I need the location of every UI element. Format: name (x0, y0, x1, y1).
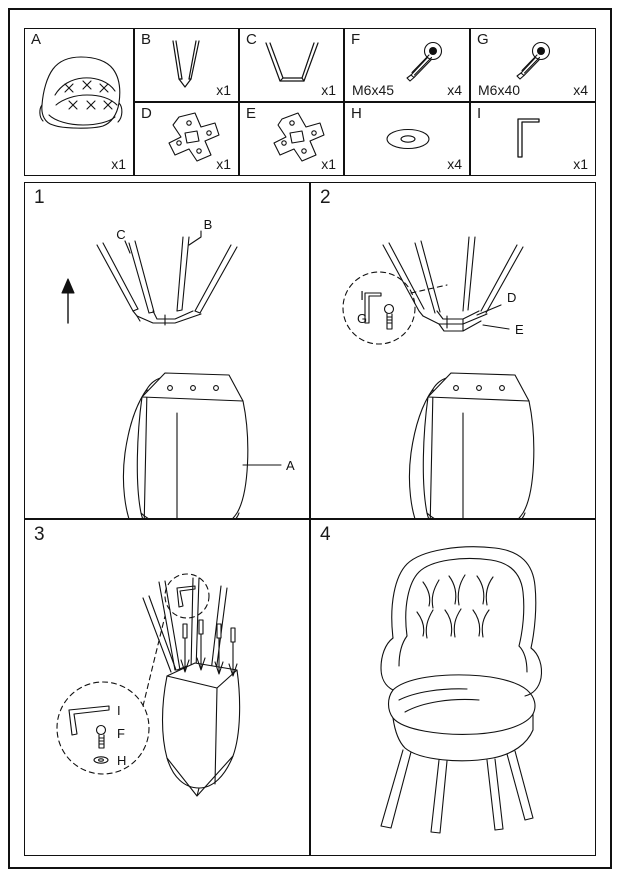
step-4 (310, 519, 596, 856)
part-spec: M6x40 (478, 82, 521, 98)
part-cell-A (24, 28, 134, 176)
step-1-illustration (25, 183, 309, 518)
part-cell-H (344, 102, 470, 176)
part-qty: x1 (321, 82, 336, 98)
part-cell-B (134, 28, 239, 102)
detail-label-I: I (117, 703, 121, 718)
part-qty: x4 (447, 82, 462, 98)
part-letter: H (351, 105, 362, 122)
part-cell-D (134, 102, 239, 176)
part-letter: A (31, 31, 42, 48)
part-qty: x1 (216, 156, 231, 172)
step-number: 1 (34, 187, 45, 208)
detail-label-I: I (360, 288, 364, 303)
part-qty: x1 (321, 156, 336, 172)
part-letter: G (477, 31, 489, 48)
step-2 (310, 182, 596, 519)
part-cell-C (239, 28, 344, 102)
step-number: 4 (320, 524, 331, 545)
callout-label-E: E (515, 322, 524, 337)
part-qty: x1 (111, 156, 126, 172)
step-3-illustration (25, 520, 309, 855)
callout-label-C: C (116, 227, 126, 242)
part-qty: x1 (573, 156, 588, 172)
detail-label-H: H (117, 753, 127, 768)
callout-label-B: B (203, 217, 213, 232)
part-cell-I (470, 102, 596, 176)
chair-seat-shell-icon (25, 29, 133, 175)
callout-label-D: D (507, 290, 517, 305)
part-letter: C (246, 31, 257, 48)
part-cell-F (344, 28, 470, 102)
part-cell-E (239, 102, 344, 176)
part-letter: E (246, 105, 257, 122)
step-number: 2 (320, 187, 331, 208)
part-letter: B (141, 31, 152, 48)
part-letter: I (477, 105, 482, 122)
step-2-illustration (311, 183, 595, 518)
part-qty: x1 (216, 82, 231, 98)
step-1 (24, 182, 310, 519)
part-letter: D (141, 105, 152, 122)
part-spec: M6x45 (352, 82, 395, 98)
step-number: 3 (34, 524, 45, 545)
parts-table (24, 28, 596, 176)
step-3 (24, 519, 310, 856)
part-cell-G (470, 28, 596, 102)
detail-label-F: F (117, 726, 125, 741)
part-qty: x4 (447, 156, 462, 172)
step-4-illustration (311, 520, 595, 855)
detail-label-G: G (356, 311, 368, 326)
part-letter: F (351, 31, 361, 48)
callout-label-A: A (286, 458, 295, 473)
part-qty: x4 (573, 82, 588, 98)
steps-grid (24, 182, 596, 856)
